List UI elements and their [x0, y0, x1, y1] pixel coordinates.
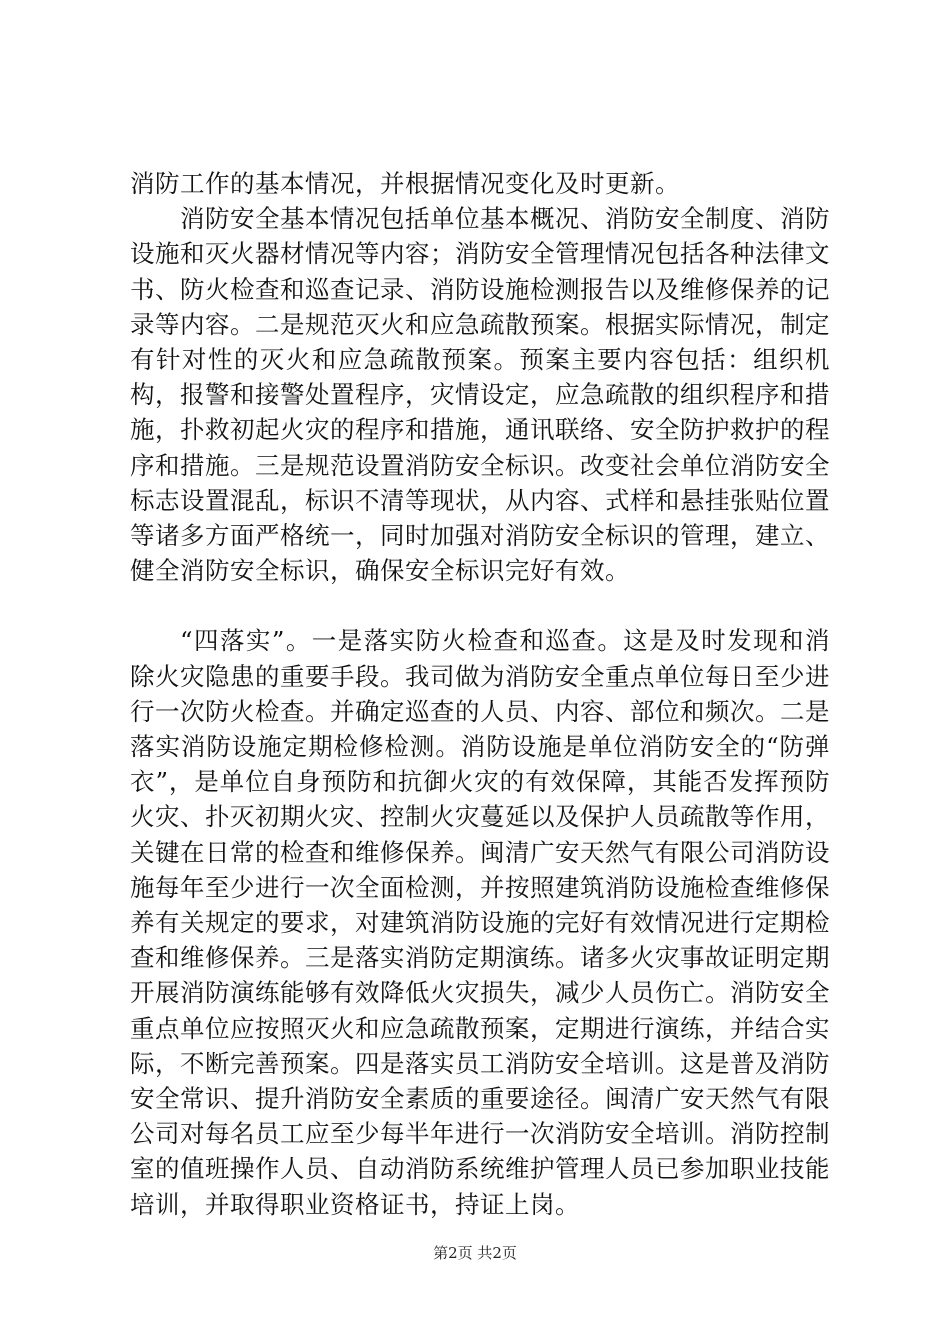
paragraph-four-implementations: “四落实”。一是落实防火检查和巡查。这是及时发现和消除火灾隐患的重要手段。我司做为消防安全重点单位每日至少进行一次防火检查。并确定巡查的人员、内容、部位和频次。二是落实消防设施定期检修检测。消防设施是单位消防安全的“防弹衣”，是单位自身预防和抗御火灾的有效保障，其能否发挥预防火灾、扑灭初期火灾、控制火灾蔓延以及保护人员疏散等作用，关键在日常的检查和维修保养。闽清广安天然气有限公司消防设施每年至少进行一次全面检测，并按照建筑消防设施检查维修保养有关规定的要求，对建筑消防设施的完好有效情况进行定期检查和维修保养。三是落实消防定期演练。诸多火灾事故证明定期开展消防演练能够有效降低火灾损失，减少人员伤亡。消防安全重点单位应按照灭火和应急疏散预案，定期进行演练，并结合实际，不断完善预案。四是落实员工消防安全培训。这是普及消防安全常识、提升消防安全素质的重要途径。闽清广安天然气有限公司对每名员工应至少每半年进行一次消防安全培训。消防控制室的值班操作人员、自动消防系统维护管理人员已参加职业技能培训，并取得职业资格证书，持证上岗。 — [130, 626, 830, 1219]
page-footer: 第2页 共2页 — [433, 1244, 517, 1262]
paragraph-continuation: 消防工作的基本情况，并根据情况变化及时更新。 — [130, 169, 680, 198]
document-body — [130, 166, 830, 1222]
paragraph-safety-info: 消防安全基本情况包括单位基本概况、消防安全制度、消防设施和灭火器材情况等内容；消防安全管理情况包括各种法律文书、防火检查和巡查记录、消防设施检测报告以及维修保养的记录等内容。二是规范灭火和应急疏散预案。根据实际情况，制定有针对性的灭火和应急疏散预案。预案主要内容包括：组织机构，报警和接警处置程序，灾情设定，应急疏散的组织程序和措施，扑救初起火灾的程序和措施，通讯联络、安全防护救护的程序和措施。三是规范设置消防安全标识。改变社会单位消防安全标志设置混乱，标识不清等现状，从内容、式样和悬挂张贴位置等诸多方面严格统一，同时加强对消防安全标识的管理，建立、健全消防安全标识，确保安全标识完好有效。 — [130, 204, 830, 586]
